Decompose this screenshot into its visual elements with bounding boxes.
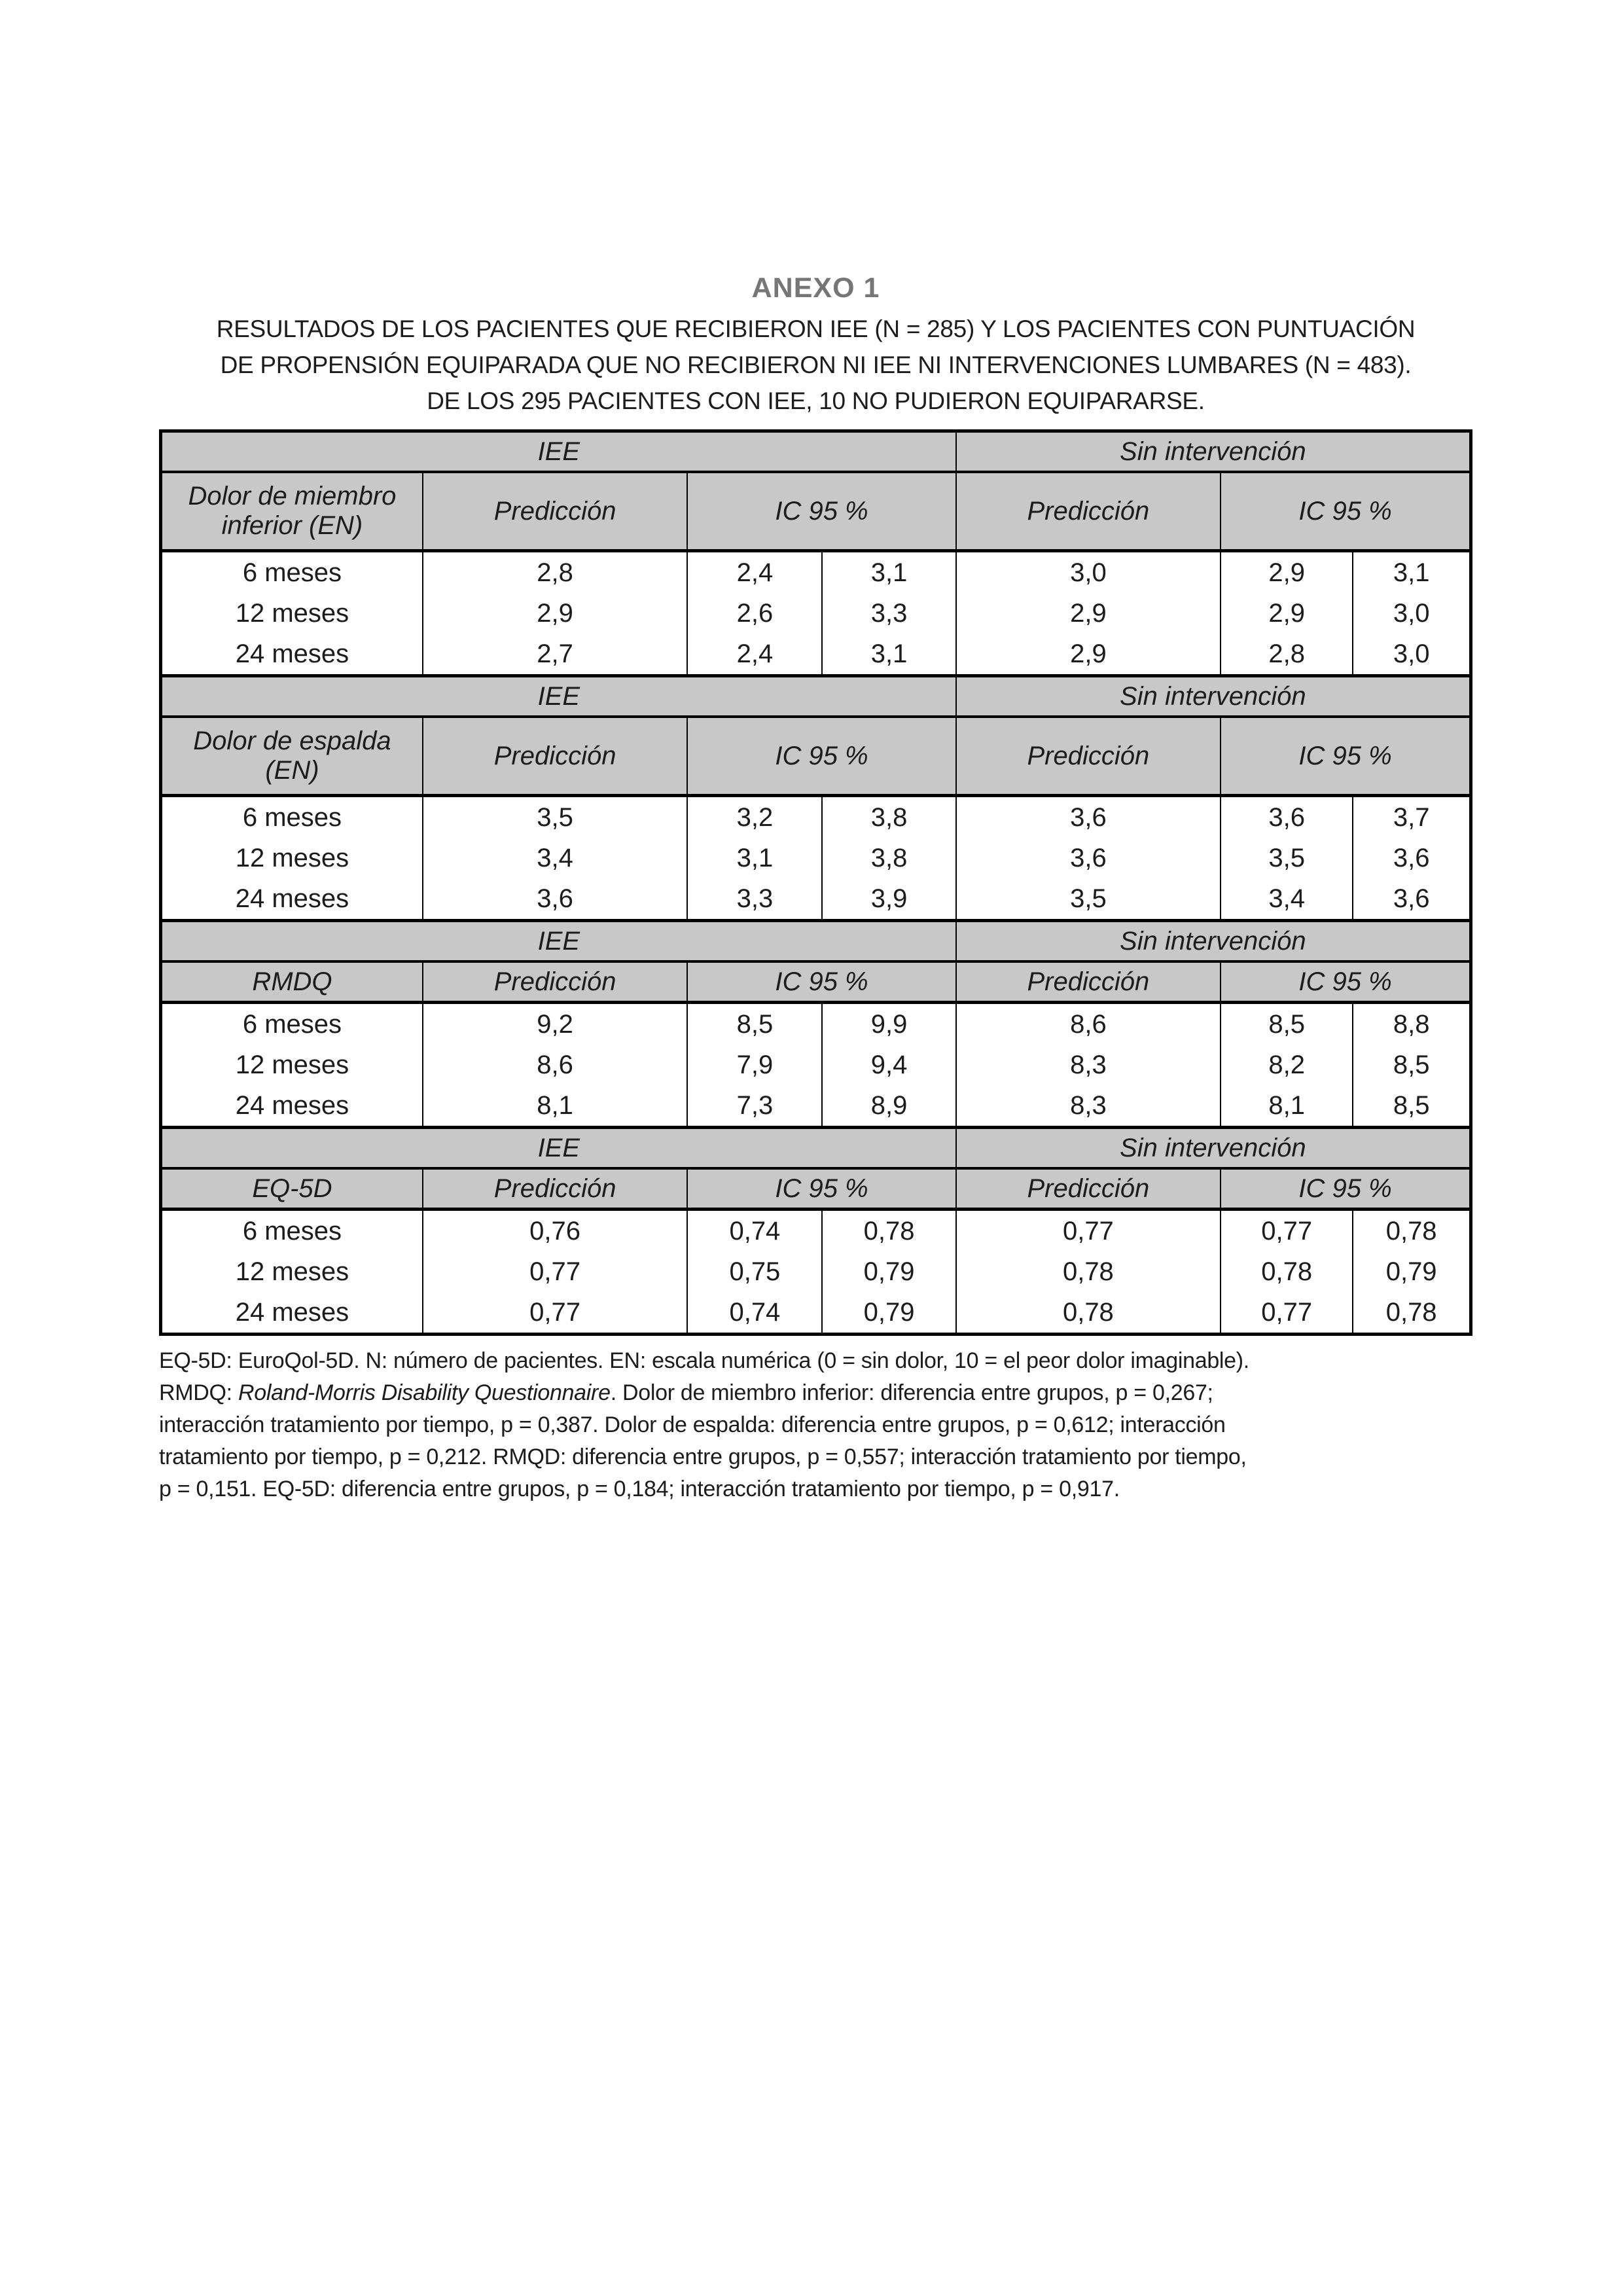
table-row	[161, 1085, 1471, 1128]
footnote-line-4: tratamiento por tiempo, p = 0,212. RMQD: diferencia entre grupos, p = 0,557; interacción tratamiento por tiempo,	[159, 1444, 1247, 1469]
cell-value: 9,4	[822, 1045, 955, 1085]
cell-month-label: 6 meses	[161, 551, 423, 594]
cell-value: 3,3	[687, 878, 822, 921]
cell-month-label: 6 meses	[161, 796, 423, 838]
cell-value: 0,76	[423, 1210, 687, 1252]
cell-value: 3,6	[956, 796, 1221, 838]
col-header-ic95: IC 95 %	[687, 717, 955, 796]
cell-value: 8,1	[1221, 1085, 1353, 1128]
footnote-line-5: p = 0,151. EQ-5D: diferencia entre grupos, p = 0,184; interacción tratamiento por tiempo, p = 0,917.	[159, 1477, 1120, 1501]
cell-value: 3,6	[1221, 796, 1353, 838]
cell-value: 7,3	[687, 1085, 822, 1128]
section-label: Dolor de espalda (EN)	[161, 717, 423, 796]
col-header-prediccion: Predicción	[423, 961, 687, 1003]
cell-value: 3,1	[687, 838, 822, 878]
cell-value: 8,2	[1221, 1045, 1353, 1085]
col-header-ic95: IC 95 %	[687, 1168, 955, 1210]
col-header-prediccion: Predicción	[956, 1168, 1221, 1210]
col-header-ic95: IC 95 %	[687, 961, 955, 1003]
cell-value: 3,9	[822, 878, 955, 921]
cell-value: 3,2	[687, 796, 822, 838]
cell-value: 0,78	[822, 1210, 955, 1252]
table-footnote	[159, 1345, 1472, 1505]
table-row	[161, 796, 1471, 838]
cell-value: 0,78	[956, 1251, 1221, 1292]
cell-value: 3,6	[956, 838, 1221, 878]
group-header-row	[161, 431, 1471, 473]
cell-value: 0,78	[1353, 1292, 1471, 1335]
cell-month-label: 12 meses	[161, 838, 423, 878]
cell-value: 3,4	[1221, 878, 1353, 921]
cell-value: 3,1	[822, 634, 955, 676]
footnote-line-2-prefix: RMDQ:	[159, 1380, 238, 1405]
cell-value: 3,0	[1353, 593, 1471, 634]
table-row	[161, 838, 1471, 878]
cell-value: 8,3	[956, 1085, 1221, 1128]
cell-value: 0,78	[956, 1292, 1221, 1335]
column-header-row	[161, 1168, 1471, 1210]
column-header-row	[161, 717, 1471, 796]
group-header-iee: IEE	[161, 676, 956, 717]
cell-value: 8,5	[1353, 1045, 1471, 1085]
cell-value: 0,77	[423, 1292, 687, 1335]
group-header-iee: IEE	[161, 431, 956, 473]
cell-value: 3,1	[822, 551, 955, 594]
col-header-ic95: IC 95 %	[687, 472, 955, 551]
cell-value: 8,5	[1221, 1003, 1353, 1045]
footnote-line-3: interacción tratamiento por tiempo, p = 0,387. Dolor de espalda: diferencia entre grupos, p = 0,612; interacción	[159, 1412, 1226, 1437]
cell-value: 2,6	[687, 593, 822, 634]
cell-value: 3,8	[822, 796, 955, 838]
col-header-prediccion: Predicción	[423, 1168, 687, 1210]
cell-value: 8,1	[423, 1085, 687, 1128]
cell-value: 3,5	[1221, 838, 1353, 878]
cell-value: 3,0	[1353, 634, 1471, 676]
cell-month-label: 6 meses	[161, 1003, 423, 1045]
cell-value: 0,77	[423, 1251, 687, 1292]
cell-value: 0,79	[1353, 1251, 1471, 1292]
table-row	[161, 1251, 1471, 1292]
cell-value: 2,8	[423, 551, 687, 594]
cell-value: 2,8	[1221, 634, 1353, 676]
group-header-sin-intervencion: Sin intervención	[956, 1128, 1471, 1169]
cell-value: 8,3	[956, 1045, 1221, 1085]
table-row	[161, 551, 1471, 594]
cell-value: 0,74	[687, 1210, 822, 1252]
footnote-line-2	[159, 1377, 1472, 1409]
cell-month-label: 24 meses	[161, 878, 423, 921]
results-table	[159, 429, 1472, 1336]
table-row	[161, 1210, 1471, 1252]
table-row	[161, 878, 1471, 921]
cell-value: 3,1	[1353, 551, 1471, 594]
group-header-row	[161, 676, 1471, 717]
group-header-iee: IEE	[161, 921, 956, 962]
cell-month-label: 12 meses	[161, 593, 423, 634]
col-header-prediccion: Predicción	[956, 472, 1221, 551]
page-title: ANEXO 1	[751, 272, 880, 304]
cell-value: 8,6	[423, 1045, 687, 1085]
group-header-row	[161, 921, 1471, 962]
table-row	[161, 1045, 1471, 1085]
cell-value: 7,9	[687, 1045, 822, 1085]
cell-month-label: 12 meses	[161, 1045, 423, 1085]
group-header-sin-intervencion: Sin intervención	[956, 676, 1471, 717]
table-row	[161, 593, 1471, 634]
cell-month-label: 24 meses	[161, 634, 423, 676]
cell-month-label: 6 meses	[161, 1210, 423, 1252]
cell-month-label: 24 meses	[161, 1292, 423, 1335]
cell-value: 0,77	[1221, 1292, 1353, 1335]
cell-value: 0,79	[822, 1251, 955, 1292]
cell-value: 3,0	[956, 551, 1221, 594]
group-header-sin-intervencion: Sin intervención	[956, 431, 1471, 473]
subtitle-line-3: DE LOS 295 PACIENTES CON IEE, 10 NO PUDIERON EQUIPARARSE.	[427, 387, 1205, 414]
table-row	[161, 1292, 1471, 1335]
cell-value: 8,5	[1353, 1085, 1471, 1128]
cell-value: 2,4	[687, 634, 822, 676]
section-label: EQ-5D	[161, 1168, 423, 1210]
cell-value: 0,77	[956, 1210, 1221, 1252]
cell-value: 8,8	[1353, 1003, 1471, 1045]
cell-value: 3,8	[822, 838, 955, 878]
cell-value: 3,3	[822, 593, 955, 634]
cell-value: 8,5	[687, 1003, 822, 1045]
cell-value: 2,9	[1221, 551, 1353, 594]
col-header-ic95: IC 95 %	[1221, 1168, 1471, 1210]
footnote-line-1: EQ-5D: EuroQol-5D. N: número de pacientes. EN: escala numérica (0 = sin dolor, 10 = el peor dolor imaginable).	[159, 1348, 1249, 1373]
table-row	[161, 1003, 1471, 1045]
cell-value: 0,78	[1353, 1210, 1471, 1252]
cell-value: 2,4	[687, 551, 822, 594]
cell-value: 8,6	[956, 1003, 1221, 1045]
group-header-row	[161, 1128, 1471, 1169]
col-header-prediccion: Predicción	[423, 717, 687, 796]
cell-value: 2,9	[956, 593, 1221, 634]
page-content	[159, 0, 1472, 1505]
footnote-line-2-italic: Roland-Morris Disability Questionnaire	[238, 1380, 611, 1405]
section-label: RMDQ	[161, 961, 423, 1003]
cell-month-label: 12 meses	[161, 1251, 423, 1292]
cell-value: 0,75	[687, 1251, 822, 1292]
col-header-ic95: IC 95 %	[1221, 472, 1471, 551]
col-header-prediccion: Predicción	[956, 961, 1221, 1003]
cell-value: 0,74	[687, 1292, 822, 1335]
cell-value: 3,6	[1353, 878, 1471, 921]
cell-value: 0,78	[1221, 1251, 1353, 1292]
subtitle-line-2: DE PROPENSIÓN EQUIPARADA QUE NO RECIBIERON NI IEE NI INTERVENCIONES LUMBARES (N = 483).	[220, 351, 1412, 378]
group-header-sin-intervencion: Sin intervención	[956, 921, 1471, 962]
cell-month-label: 24 meses	[161, 1085, 423, 1128]
page-subtitle	[159, 311, 1472, 419]
cell-value: 3,4	[423, 838, 687, 878]
section-label: Dolor de miembro inferior (EN)	[161, 472, 423, 551]
footnote-line-2-suffix: . Dolor de miembro inferior: diferencia entre grupos, p = 0,267;	[610, 1380, 1213, 1405]
group-header-iee: IEE	[161, 1128, 956, 1169]
col-header-prediccion: Predicción	[423, 472, 687, 551]
cell-value: 3,6	[423, 878, 687, 921]
column-header-row	[161, 472, 1471, 551]
cell-value: 2,7	[423, 634, 687, 676]
cell-value: 3,7	[1353, 796, 1471, 838]
cell-value: 3,5	[423, 796, 687, 838]
col-header-ic95: IC 95 %	[1221, 717, 1471, 796]
cell-value: 9,2	[423, 1003, 687, 1045]
cell-value: 9,9	[822, 1003, 955, 1045]
cell-value: 2,9	[423, 593, 687, 634]
cell-value: 0,79	[822, 1292, 955, 1335]
cell-value: 3,6	[1353, 838, 1471, 878]
cell-value: 2,9	[1221, 593, 1353, 634]
cell-value: 3,5	[956, 878, 1221, 921]
col-header-ic95: IC 95 %	[1221, 961, 1471, 1003]
col-header-prediccion: Predicción	[956, 717, 1221, 796]
subtitle-line-1: RESULTADOS DE LOS PACIENTES QUE RECIBIERON IEE (N = 285) Y LOS PACIENTES CON PUNTUACIÓN	[216, 315, 1416, 342]
column-header-row	[161, 961, 1471, 1003]
cell-value: 8,9	[822, 1085, 955, 1128]
table-row	[161, 634, 1471, 676]
cell-value: 2,9	[956, 634, 1221, 676]
cell-value: 0,77	[1221, 1210, 1353, 1252]
